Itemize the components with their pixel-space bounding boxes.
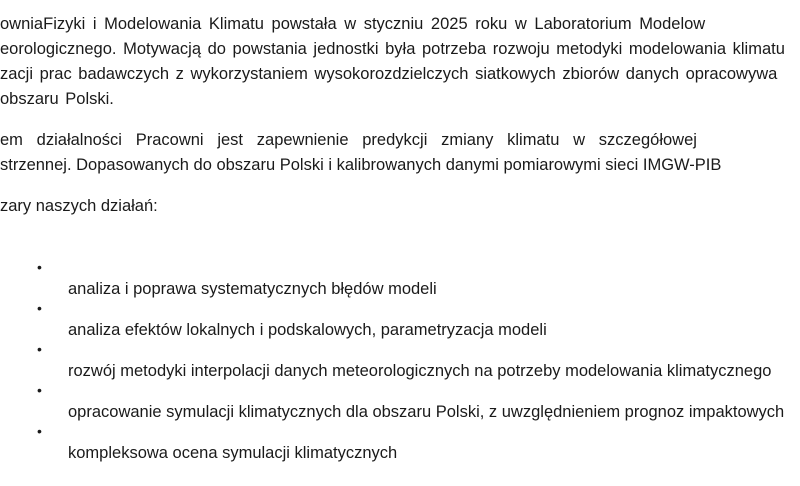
intro-line-3: zacji prac badawczych z wykorzystaniem wysokorozdzielczych siatkowych zbiorów danych opracowywa [0,65,778,83]
list-item-text: opracowanie symulacji klimatycznych dla obszaru Polski, z uwzględnieniem prognoz impaktowych [68,403,785,421]
list-item [0,234,437,298]
intro-line-1: owniaFizyki i Modelowania Klimatu powstała w styczniu 2025 roku w Laboratorium Modelow [0,15,706,33]
list-item-text: rozwój metodyki interpolacji danych meteorologicznych na potrzeby modelowania klimatycznego [68,362,772,380]
bullet-icon: • [37,259,42,275]
bullet-icon: • [37,341,42,357]
list-item-text: analiza i poprawa systematycznych błędów modeli [68,280,437,298]
intro-line-2: eorologicznego. Motywacją do powstania jednostki była potrzeba rozwoju metodyki modelowania klimatu [0,40,785,58]
bullet-icon: • [37,382,42,398]
list-item [0,398,398,462]
areas-heading: zary naszych działań: [0,197,158,215]
bullet-icon: • [37,423,42,439]
intro-line-4: obszaru Polski. [0,90,114,108]
list-item-text: kompleksowa ocena symulacji klimatycznych [68,444,398,462]
goal-line-2: strzennej. Dopasowanych do obszaru Polski i kalibrowanych danymi pomiarowymi sieci IMGW-PIB [0,156,722,174]
list-item-text: analiza efektów lokalnych i podskalowych, parametryzacja modeli [68,321,547,339]
bullet-icon: • [37,300,42,316]
goal-line-1: em działalności Pracowni jest zapewnienie predykcji zmiany klimatu w szczegółowej [0,131,697,149]
